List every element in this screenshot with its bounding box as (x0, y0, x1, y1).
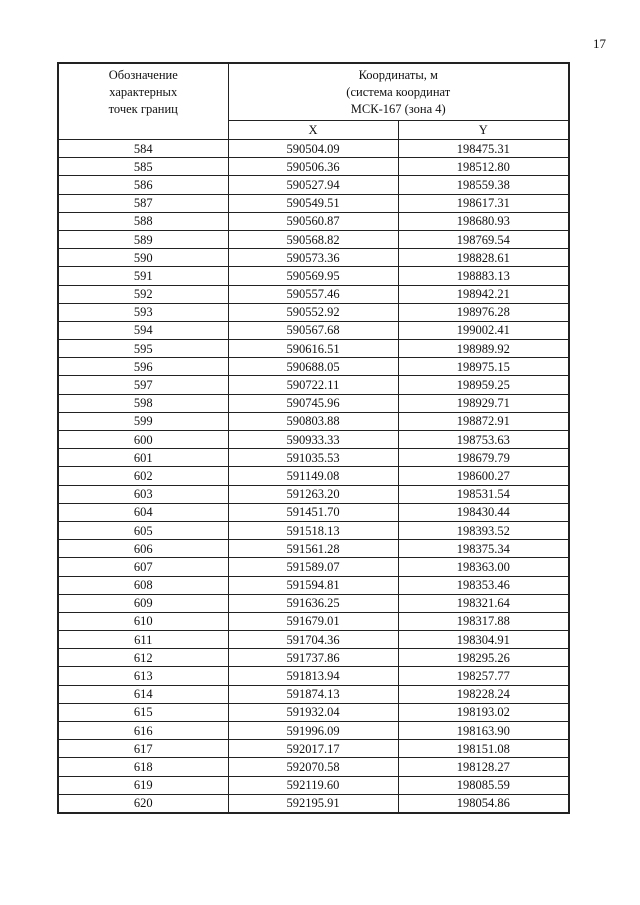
point-number-cell: 604 (58, 503, 228, 521)
y-coordinate-cell: 198942.21 (398, 285, 569, 303)
y-coordinate-cell: 198679.79 (398, 449, 569, 467)
table-row (58, 394, 569, 412)
point-number-cell: 589 (58, 230, 228, 248)
table-row (58, 340, 569, 358)
point-number-cell: 596 (58, 358, 228, 376)
table-row (58, 194, 569, 212)
point-number-cell: 593 (58, 303, 228, 321)
point-number-cell: 584 (58, 140, 228, 158)
point-designation-header (58, 63, 228, 140)
x-coordinate-cell: 591996.09 (228, 722, 398, 740)
point-number-cell: 605 (58, 521, 228, 539)
y-coordinate-cell: 198363.00 (398, 558, 569, 576)
point-number-cell: 609 (58, 594, 228, 612)
table-row (58, 176, 569, 194)
y-coordinate-cell: 198321.64 (398, 594, 569, 612)
point-number-cell: 594 (58, 321, 228, 339)
x-coordinate-cell: 590722.11 (228, 376, 398, 394)
page-number: 17 (593, 36, 606, 51)
x-coordinate-cell: 590616.51 (228, 340, 398, 358)
x-coordinate-cell: 591518.13 (228, 521, 398, 539)
y-column-header: Y (398, 121, 569, 140)
x-coordinate-cell: 591035.53 (228, 449, 398, 467)
x-coordinate-cell: 592195.91 (228, 794, 398, 813)
y-coordinate-cell: 198193.02 (398, 703, 569, 721)
coords-header-line-3: МСК-167 (зона 4) (350, 102, 446, 116)
table-row (58, 649, 569, 667)
table-row (58, 631, 569, 649)
y-coordinate-cell: 198617.31 (398, 194, 569, 212)
y-coordinate-cell: 198085.59 (398, 776, 569, 794)
y-coordinate-cell: 198257.77 (398, 667, 569, 685)
y-coordinate-cell: 198304.91 (398, 631, 569, 649)
table-row (58, 376, 569, 394)
y-coordinate-cell: 198375.34 (398, 540, 569, 558)
x-coordinate-cell: 591704.36 (228, 631, 398, 649)
table-row (58, 576, 569, 594)
x-column-header: X (228, 121, 398, 140)
point-number-cell: 595 (58, 340, 228, 358)
table-row (58, 285, 569, 303)
x-coordinate-cell: 591874.13 (228, 685, 398, 703)
y-coordinate-cell: 198054.86 (398, 794, 569, 813)
table-row (58, 794, 569, 813)
coordinates-header (228, 63, 569, 121)
y-coordinate-cell: 198959.25 (398, 376, 569, 394)
y-coordinate-cell: 198680.93 (398, 212, 569, 230)
point-number-cell: 599 (58, 412, 228, 430)
table-row (58, 449, 569, 467)
y-coordinate-cell: 198295.26 (398, 649, 569, 667)
table-row (58, 467, 569, 485)
table-row (58, 503, 569, 521)
x-coordinate-cell: 591594.81 (228, 576, 398, 594)
x-coordinate-cell: 591149.08 (228, 467, 398, 485)
y-coordinate-cell: 198128.27 (398, 758, 569, 776)
table-row (58, 558, 569, 576)
table-row (58, 703, 569, 721)
x-coordinate-cell: 591451.70 (228, 503, 398, 521)
x-coordinate-cell: 591263.20 (228, 485, 398, 503)
y-coordinate-cell: 198531.54 (398, 485, 569, 503)
x-coordinate-cell: 591679.01 (228, 612, 398, 630)
x-coordinate-cell: 590557.46 (228, 285, 398, 303)
table-row (58, 776, 569, 794)
x-coordinate-cell: 590552.92 (228, 303, 398, 321)
coords-header-line-2: (система координат (346, 85, 451, 99)
x-coordinate-cell: 591589.07 (228, 558, 398, 576)
point-number-cell: 598 (58, 394, 228, 412)
y-coordinate-cell: 198929.71 (398, 394, 569, 412)
x-coordinate-cell: 591636.25 (228, 594, 398, 612)
y-coordinate-cell: 198151.08 (398, 740, 569, 758)
point-number-cell: 611 (58, 631, 228, 649)
x-coordinate-cell: 591561.28 (228, 540, 398, 558)
x-coordinate-cell: 592119.60 (228, 776, 398, 794)
point-number-cell: 608 (58, 576, 228, 594)
table-row (58, 612, 569, 630)
point-number-cell: 619 (58, 776, 228, 794)
x-coordinate-cell: 591737.86 (228, 649, 398, 667)
point-number-cell: 590 (58, 249, 228, 267)
point-number-cell: 613 (58, 667, 228, 685)
table-row (58, 594, 569, 612)
x-coordinate-cell: 590933.33 (228, 431, 398, 449)
y-coordinate-cell: 198393.52 (398, 521, 569, 539)
point-number-cell: 603 (58, 485, 228, 503)
y-coordinate-cell: 198976.28 (398, 303, 569, 321)
point-number-cell: 586 (58, 176, 228, 194)
y-coordinate-cell: 199002.41 (398, 321, 569, 339)
y-coordinate-cell: 198512.80 (398, 158, 569, 176)
table-row (58, 485, 569, 503)
point-number-cell: 591 (58, 267, 228, 285)
table-row (58, 249, 569, 267)
y-coordinate-cell: 198883.13 (398, 267, 569, 285)
x-coordinate-cell: 590560.87 (228, 212, 398, 230)
table-row (58, 321, 569, 339)
x-coordinate-cell: 590506.36 (228, 158, 398, 176)
point-number-cell: 602 (58, 467, 228, 485)
y-coordinate-cell: 198600.27 (398, 467, 569, 485)
coords-header-line-1: Координаты, м (358, 68, 438, 82)
y-coordinate-cell: 198475.31 (398, 140, 569, 158)
point-header-line-2: характерных (109, 85, 178, 99)
x-coordinate-cell: 590527.94 (228, 176, 398, 194)
y-coordinate-cell: 198559.38 (398, 176, 569, 194)
y-coordinate-cell: 198430.44 (398, 503, 569, 521)
x-coordinate-cell: 590504.09 (228, 140, 398, 158)
y-coordinate-cell: 198353.46 (398, 576, 569, 594)
x-coordinate-cell: 590569.95 (228, 267, 398, 285)
point-number-cell: 614 (58, 685, 228, 703)
table-row (58, 740, 569, 758)
table-row (58, 685, 569, 703)
table-row (58, 267, 569, 285)
table-header-row (58, 63, 569, 121)
table-row (58, 540, 569, 558)
y-coordinate-cell: 198228.24 (398, 685, 569, 703)
point-header-line-1: Обозначение (108, 68, 178, 82)
y-coordinate-cell: 198163.90 (398, 722, 569, 740)
y-coordinate-cell: 198872.91 (398, 412, 569, 430)
x-coordinate-cell: 590567.68 (228, 321, 398, 339)
y-coordinate-cell: 198753.63 (398, 431, 569, 449)
y-coordinate-cell: 198975.15 (398, 358, 569, 376)
point-number-cell: 606 (58, 540, 228, 558)
point-number-cell: 592 (58, 285, 228, 303)
point-number-cell: 587 (58, 194, 228, 212)
point-number-cell: 597 (58, 376, 228, 394)
y-coordinate-cell: 198828.61 (398, 249, 569, 267)
point-header-line-3: точек границ (108, 102, 178, 116)
point-number-cell: 617 (58, 740, 228, 758)
point-number-cell: 610 (58, 612, 228, 630)
point-number-cell: 601 (58, 449, 228, 467)
x-coordinate-cell: 590549.51 (228, 194, 398, 212)
coordinates-table (57, 62, 570, 814)
table-body (58, 140, 569, 813)
x-coordinate-cell: 591932.04 (228, 703, 398, 721)
table-row (58, 758, 569, 776)
x-coordinate-cell: 590568.82 (228, 230, 398, 248)
point-number-cell: 620 (58, 794, 228, 813)
table-row (58, 521, 569, 539)
table-row (58, 431, 569, 449)
point-number-cell: 618 (58, 758, 228, 776)
point-number-cell: 585 (58, 158, 228, 176)
table-row (58, 358, 569, 376)
y-coordinate-cell: 198769.54 (398, 230, 569, 248)
point-number-cell: 616 (58, 722, 228, 740)
table-row (58, 158, 569, 176)
table-row (58, 212, 569, 230)
point-number-cell: 607 (58, 558, 228, 576)
table-row (58, 412, 569, 430)
point-number-cell: 600 (58, 431, 228, 449)
y-coordinate-cell: 198989.92 (398, 340, 569, 358)
x-coordinate-cell: 590573.36 (228, 249, 398, 267)
x-coordinate-cell: 592017.17 (228, 740, 398, 758)
point-number-cell: 612 (58, 649, 228, 667)
x-coordinate-cell: 590803.88 (228, 412, 398, 430)
table-row (58, 722, 569, 740)
x-coordinate-cell: 591813.94 (228, 667, 398, 685)
table-row (58, 140, 569, 158)
x-coordinate-cell: 590688.05 (228, 358, 398, 376)
point-number-cell: 588 (58, 212, 228, 230)
table-row (58, 303, 569, 321)
x-coordinate-cell: 592070.58 (228, 758, 398, 776)
x-coordinate-cell: 590745.96 (228, 394, 398, 412)
point-number-cell: 615 (58, 703, 228, 721)
y-coordinate-cell: 198317.88 (398, 612, 569, 630)
table-row (58, 230, 569, 248)
table-row (58, 667, 569, 685)
